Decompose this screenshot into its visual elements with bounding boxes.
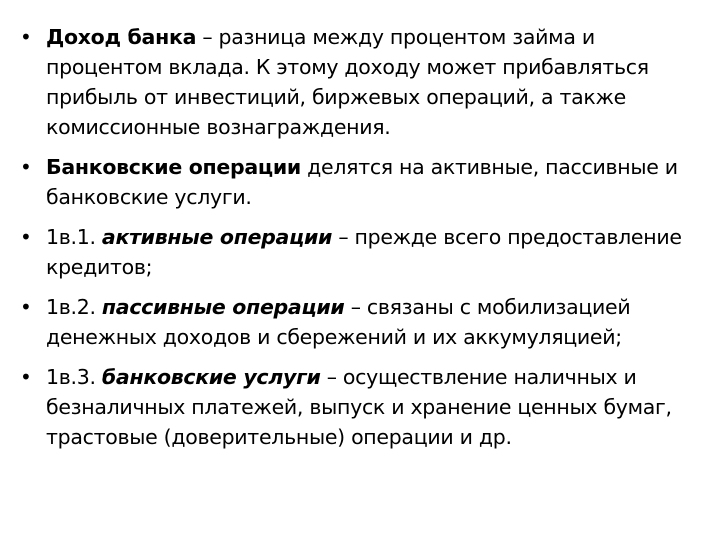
bullet-item-bank-operations	[20, 152, 706, 212]
item-number: 1в.1.	[46, 225, 102, 249]
term-passive-operations: пассивные операции	[101, 295, 345, 319]
term-active-operations: активные операции	[101, 225, 333, 249]
bullet-item-bank-income	[20, 22, 706, 142]
term-bank-services: банковские услуги	[101, 365, 321, 389]
term-bank-income: Доход банка	[46, 25, 197, 49]
definition-bank-income: – разница между процентом займа и процентом вклада. К этому доходу может прибавляться прибыль от инвестиций, биржевых операций, а также комиссионные вознаграждения.	[46, 25, 649, 139]
bullet-icon: •	[20, 365, 32, 389]
bullet-item-active-operations	[20, 222, 706, 282]
bullet-item-bank-services	[20, 362, 706, 452]
bullet-icon: •	[20, 25, 32, 49]
item-number: 1в.2.	[46, 295, 102, 319]
term-bank-operations: Банковские операции	[46, 155, 301, 179]
definition-passive-operations: – связаны с мобилизацией денежных доходов и сбережений и их аккумуляцией;	[46, 295, 631, 349]
definition-bank-operations: делятся на активные, пассивные и банковские услуги.	[46, 155, 678, 209]
bullet-icon: •	[20, 225, 32, 249]
bullet-icon: •	[20, 295, 32, 319]
bullet-icon: •	[20, 155, 32, 179]
item-number: 1в.3.	[46, 365, 102, 389]
definition-bank-services: – осуществление наличных и безналичных платежей, выпуск и хранение ценных бумаг, трастовые (доверительные) операции и др.	[46, 365, 672, 449]
bullet-item-passive-operations	[20, 292, 706, 352]
definition-active-operations: – прежде всего предоставление кредитов;	[46, 225, 682, 279]
bullet-list	[20, 22, 706, 452]
